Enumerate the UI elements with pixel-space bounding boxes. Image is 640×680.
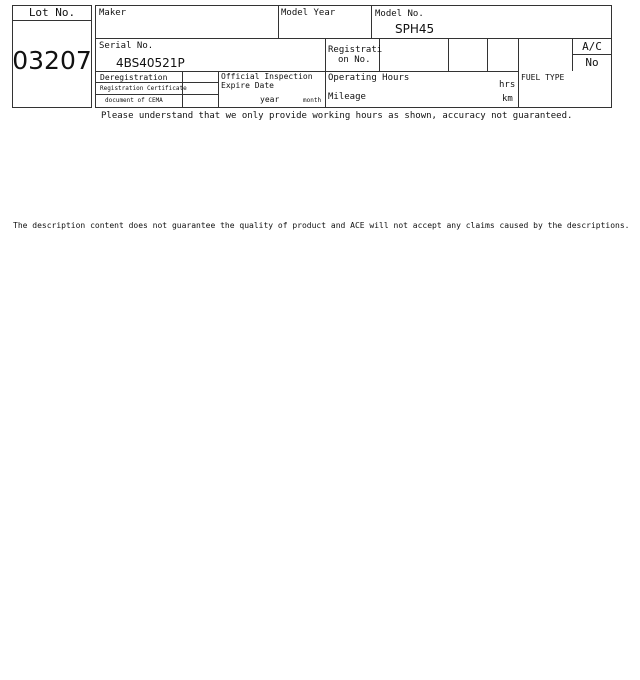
ac-divider [572, 54, 612, 55]
dereg-divider-1 [95, 82, 218, 83]
ac-label: A/C [582, 40, 602, 53]
disclaimer-text: The description content does not guarantee the quality of product and ACE will not accept any claims caused by the descriptions. [13, 221, 630, 230]
serial-no-value: 4BS40521P [116, 56, 185, 70]
fuel-type-label: FUEL TYPE [521, 73, 565, 82]
row-divider-1 [95, 38, 612, 39]
col-reg-cell-2 [487, 38, 488, 71]
operating-hours-label: Operating Hours [328, 73, 410, 83]
lot-label: Lot No. [28, 6, 76, 19]
model-year-label: Model Year [281, 8, 336, 18]
registration-label-line2: on No. [338, 55, 371, 65]
col-serial-right [325, 38, 326, 108]
inspection-year-label: year [260, 95, 280, 104]
ac-value: No [585, 56, 599, 69]
registration-label-line1: Registrati [328, 45, 383, 55]
working-hours-note: Please understand that we only provide working hours as shown, accuracy not guaranteed. [101, 111, 573, 121]
mileage-label: Mileage [328, 92, 366, 102]
lot-divider [12, 20, 92, 21]
col-modelyear-right [371, 5, 372, 38]
serial-no-label: Serial No. [99, 41, 154, 51]
maker-label: Maker [99, 8, 127, 18]
model-no-value: SPH45 [395, 22, 435, 36]
col-fuel-left [518, 38, 519, 108]
inspection-month-label: month [303, 97, 322, 104]
inspection-label-line1: Official Inspection [221, 72, 313, 81]
operating-hours-unit: hrs [499, 80, 516, 90]
col-inspection-left [218, 71, 219, 108]
deregistration-label: Deregistration [100, 73, 168, 82]
registration-certificate-label: Registration Certificate [100, 85, 187, 92]
model-no-label: Model No. [375, 9, 424, 19]
col-maker-right [278, 5, 279, 38]
inspection-label-line2: Expire Date [221, 81, 274, 90]
col-reg-cell-1 [448, 38, 449, 71]
mileage-unit: km [502, 94, 513, 104]
cema-document-label: document of CEMA [105, 97, 163, 104]
dereg-divider-2 [95, 94, 218, 95]
lot-number: 03207 [12, 46, 92, 75]
